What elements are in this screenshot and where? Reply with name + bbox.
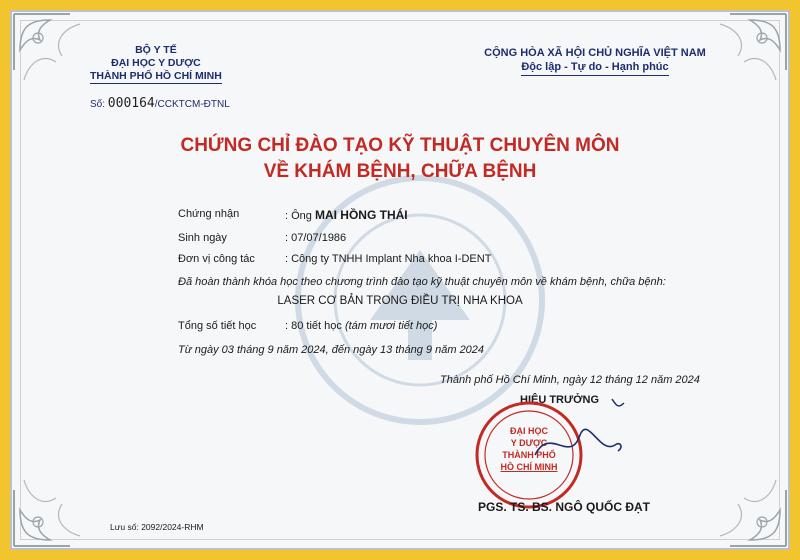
recipient-name: MAI HỒNG THÁI	[314, 208, 408, 222]
certify-row	[0, 208, 800, 222]
university-name-line2: THÀNH PHỐ HỒ CHÍ MINH	[90, 70, 222, 82]
handwritten-signature	[520, 395, 630, 475]
national-motto: Độc lập - Tự do - Hạnh phúc	[521, 60, 668, 76]
hours-label: Tổng số tiết học	[178, 320, 257, 332]
workplace-row	[0, 253, 800, 267]
certify-label: Chứng nhận	[178, 208, 240, 220]
corner-ornament-bottom-right	[700, 460, 790, 550]
signer-name: PGS. TS. BS. NGÔ QUỐC ĐẠT	[478, 500, 651, 514]
certificate-title-line2: VỀ KHÁM BỆNH, CHỮA BỆNH	[263, 161, 537, 182]
course-name: LASER CƠ BẢN TRONG ĐIỀU TRỊ NHA KHOA	[277, 295, 523, 307]
serial-label: Số:	[90, 99, 106, 110]
dob-label: Sinh ngày	[178, 232, 227, 244]
workplace-value: : Công ty TNHH Implant Nha khoa I-DENT	[285, 253, 492, 265]
stamp-line1: ĐẠI HỌC	[510, 426, 548, 436]
stamp-line3: THÀNH PHỐ	[502, 450, 556, 460]
dob-row	[0, 232, 800, 246]
national-header	[470, 46, 720, 76]
serial-suffix: /CCKTCM-ĐTNL	[154, 99, 230, 110]
stamp-line2: Y DƯỢC	[510, 438, 548, 448]
registry-number: Lưu số: 2092/2024-RHM	[110, 522, 204, 532]
certify-value	[285, 208, 408, 222]
serial-number	[90, 96, 230, 111]
workplace-label: Đơn vị công tác	[178, 253, 255, 265]
university-name-line1: ĐẠI HỌC Y DƯỢC	[111, 57, 201, 69]
issue-place-date: Thành phố Hồ Chí Minh, ngày 12 tháng 12 năm 2024	[440, 374, 700, 386]
hours-value	[285, 320, 437, 332]
dob-value: : 07/07/1986	[285, 232, 347, 244]
hours-row	[0, 320, 800, 334]
completion-statement: Đã hoàn thành khóa học theo chương trình đào tạo kỹ thuật chuyên môn về khám bệnh, chữa bệnh:	[178, 276, 666, 288]
course-period: Từ ngày 03 tháng 9 năm 2024, đến ngày 13 tháng 9 năm 2024	[178, 344, 485, 356]
hours-number: : 80 tiết học	[285, 320, 345, 332]
country-name: CỘNG HÒA XÃ HỘI CHỦ NGHĨA VIỆT NAM	[484, 47, 706, 59]
certificate-title-line1: CHỨNG CHỈ ĐÀO TẠO KỸ THUẬT CHUYÊN MÔN	[180, 135, 620, 156]
corner-ornament-top-left	[10, 10, 100, 100]
serial-number-value: 000164	[107, 96, 155, 111]
stamp-line4: HỒ CHÍ MINH	[500, 462, 558, 472]
ministry-name: BỘ Y TẾ	[135, 44, 177, 56]
issuer-header	[90, 44, 222, 83]
corner-ornament-bottom-left	[10, 460, 100, 550]
hours-words: (tám mươi tiết học)	[344, 320, 438, 332]
certify-prefix: : Ông	[285, 210, 315, 222]
signer-position: HIỆU TRƯỞNG	[520, 394, 600, 406]
